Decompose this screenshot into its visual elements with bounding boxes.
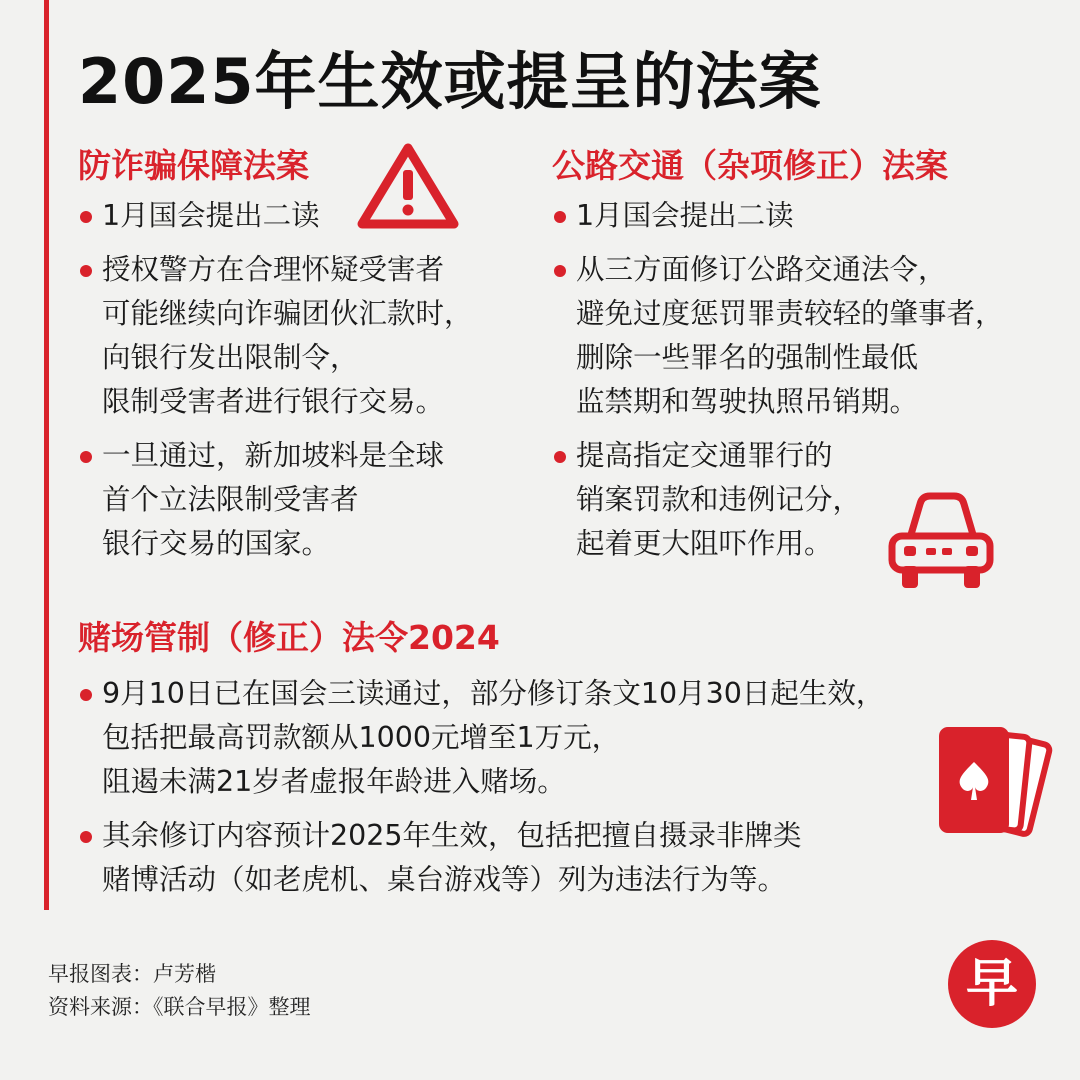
bullet-line: 赌博活动（如老虎机、桌台游戏等）列为违法行为等。	[102, 863, 787, 896]
bullet-line: 9月10日已在国会三读通过，部分修订条文10月30日起生效，	[102, 677, 885, 710]
bullet-line: 监禁期和驾驶执照吊销期。	[576, 385, 919, 418]
bullet-item	[78, 248, 518, 424]
credit-graphic: 早报图表：卢芳楷	[48, 962, 216, 986]
section-heading-scam: 防诈骗保障法案	[78, 146, 309, 185]
bullet-line: 一旦通过，新加坡料是全球	[102, 439, 445, 472]
bullet-line: 1月国会提出二读	[102, 199, 320, 232]
bullet-line: 可能继续向诈骗团伙汇款时，	[102, 297, 473, 330]
accent-bar	[44, 0, 49, 910]
bullet-line: 1月国会提出二读	[576, 199, 794, 232]
playing-cards-icon	[934, 722, 1058, 852]
warning-triangle-icon	[354, 140, 462, 232]
bullet-line: 银行交易的国家。	[102, 527, 331, 560]
bullet-line: 销案罚款和违例记分，	[576, 483, 862, 516]
credit-source: 资料来源：《联合早报》整理	[48, 995, 311, 1019]
bullet-line: 包括把最高罚款额从1000元增至1万元，	[102, 721, 621, 754]
credits	[48, 958, 311, 1024]
bullet-line: 限制受害者进行银行交易。	[102, 385, 445, 418]
bullet-item	[78, 672, 1008, 804]
bullet-line: 起着更大阻吓作用。	[576, 527, 833, 560]
bullet-item	[552, 248, 1052, 424]
bullet-list-scam	[78, 194, 518, 566]
zaobao-logo-icon	[948, 940, 1036, 1028]
bullet-line: 删除一些罪名的强制性最低	[576, 341, 919, 374]
bullet-line: 授权警方在合理怀疑受害者	[102, 253, 445, 286]
bullet-list-casino	[78, 672, 1008, 902]
section-heading-casino: 赌场管制（修正）法令2024	[78, 618, 500, 657]
bullet-line: 阻遏未满21岁者虚报年龄进入赌场。	[102, 765, 566, 798]
page-title: 2025年生效或提呈的法案	[78, 45, 822, 118]
bullet-line: 避免过度惩罚罪责较轻的肇事者，	[576, 297, 1004, 330]
bullet-item	[78, 814, 1008, 902]
car-icon	[886, 488, 996, 592]
bullet-line: 提高指定交通罪行的	[576, 439, 833, 472]
bullet-line: 其余修订内容预计2025年生效，包括把擅自摄录非牌类	[102, 819, 802, 852]
bullet-line: 从三方面修订公路交通法令，	[576, 253, 947, 286]
bullet-line: 首个立法限制受害者	[102, 483, 359, 516]
logo-char: 早	[965, 954, 1018, 1014]
bullet-item	[552, 194, 1052, 238]
bullet-item	[78, 434, 518, 566]
bullet-line: 向银行发出限制令，	[102, 341, 359, 374]
section-heading-road: 公路交通（杂项修正）法案	[552, 146, 948, 185]
